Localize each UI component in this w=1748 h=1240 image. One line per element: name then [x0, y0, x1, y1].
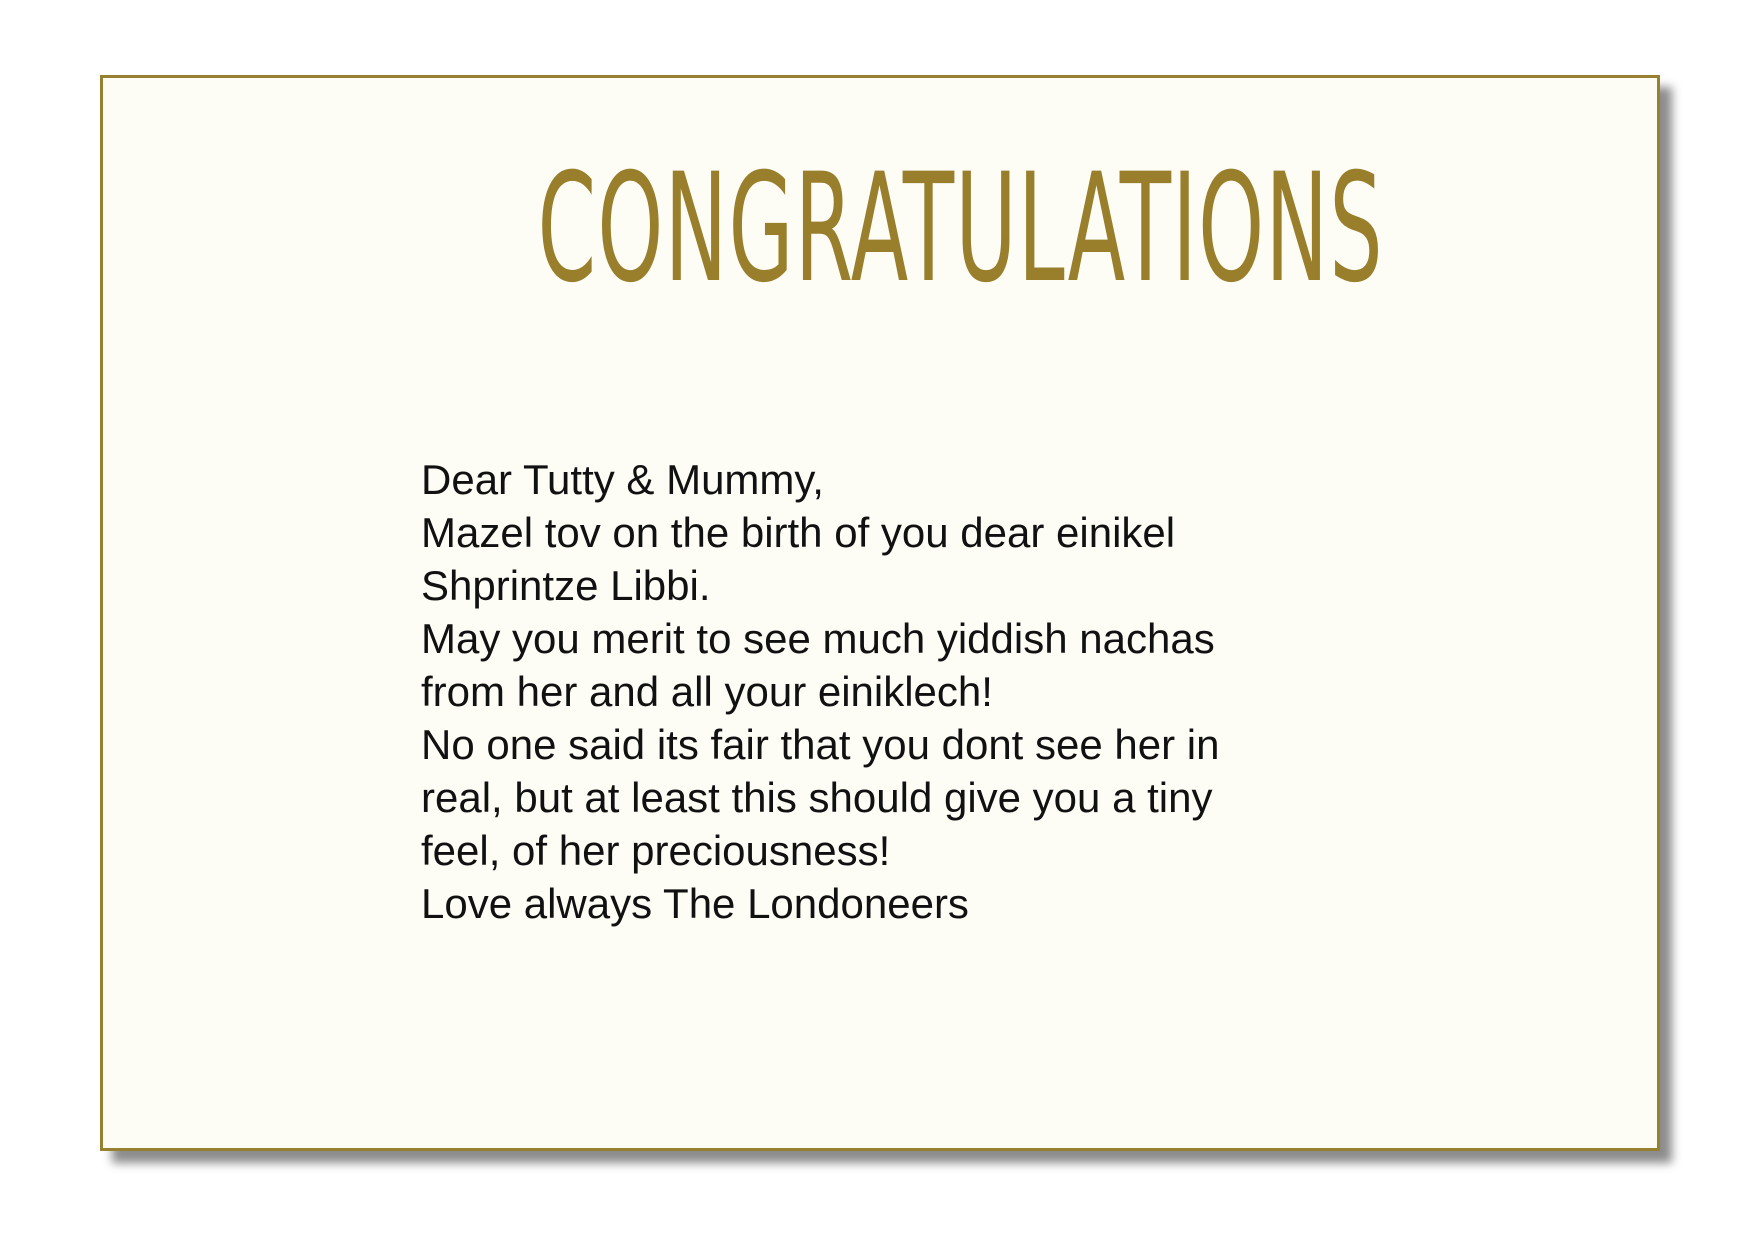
- message-line: May you merit to see much yiddish nachas: [421, 615, 1215, 662]
- message-line: Dear Tutty & Mummy,: [421, 456, 824, 503]
- card-headline: CONGRATULATIONS: [537, 142, 1384, 316]
- message-line: from her and all your einiklech!: [421, 668, 993, 715]
- message-line: feel, of her preciousness!: [421, 827, 891, 874]
- greeting-card: [100, 75, 1660, 1151]
- message-signature: Love always The Londoneers: [421, 880, 969, 927]
- card-message: [421, 453, 1421, 930]
- message-line: real, but at least this should give you a tiny: [421, 774, 1213, 821]
- message-line: Mazel tov on the birth of you dear einikel: [421, 509, 1176, 556]
- message-line: Shprintze Libbi.: [421, 562, 711, 609]
- message-line: No one said its fair that you dont see her in: [421, 721, 1220, 768]
